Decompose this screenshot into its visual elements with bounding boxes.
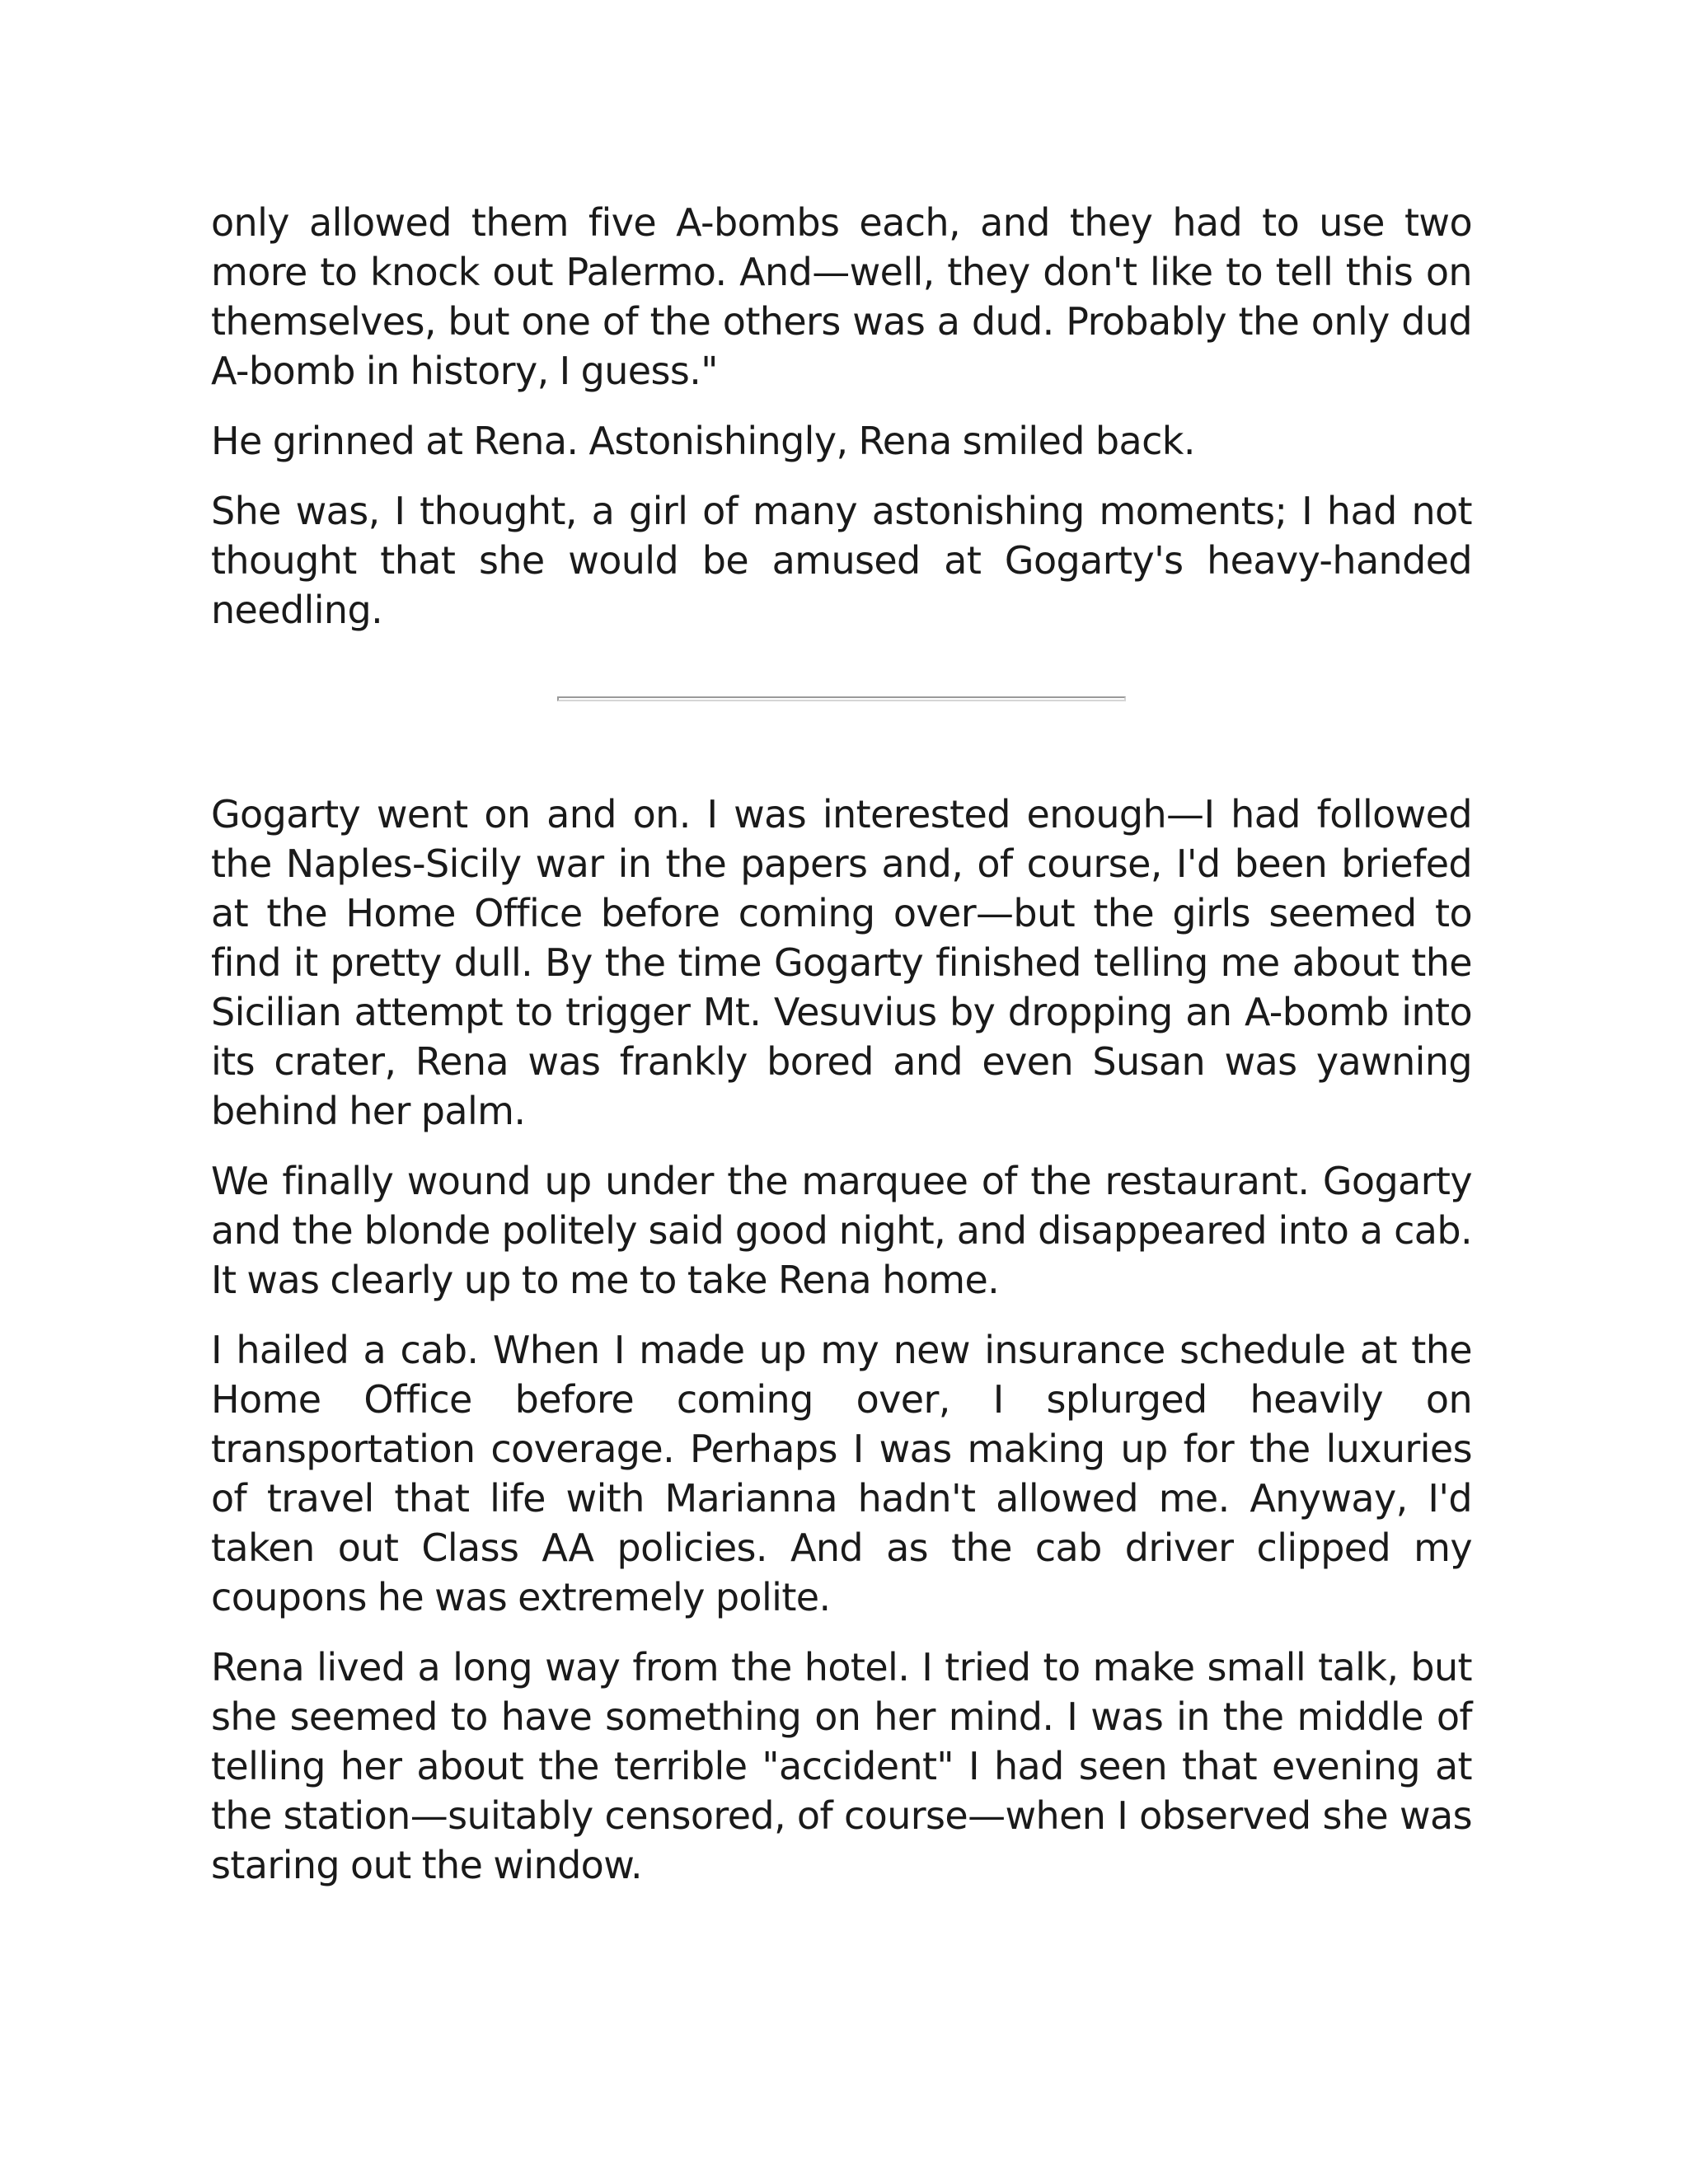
paragraph: I hailed a cab. When I made up my new insurance schedule at the Home Office before coming over, I splurged heavily on transportation coverage. Perhaps I was making up for the luxuries of travel that life with Marianna hadn't allowed me. Anyway, I'd taken out Class AA policies. And as the cab driver clipped my coupons he was extremely polite. bbox=[211, 1328, 1472, 1619]
paragraph: only allowed them five A-bombs each, and they had to use two more to knock out Palermo. And—well, they don't like to tell this on themselves, but one of the others was a dud. Probably the only dud A-bomb in history, I guess." bbox=[211, 200, 1472, 393]
section-break-rule bbox=[557, 696, 1126, 701]
paragraph: Rena lived a long way from the hotel. I tried to make small talk, but she seemed to have something on her mind. I was in the middle of telling her about the terrible "accident" I had seen that evening at the station—suitably censored, of course—when I observed she was staring out the window. bbox=[211, 1645, 1472, 1887]
paragraph: We finally wound up under the marquee of the restaurant. Gogarty and the blonde politely said good night, and disappeared into a cab. It was clearly up to me to take Rena home. bbox=[211, 1159, 1472, 1302]
paragraph: She was, I thought, a girl of many astonishing moments; I had not thought that she would be amused at Gogarty's heavy-handed needling. bbox=[211, 489, 1472, 632]
paragraph: He grinned at Rena. Astonishingly, Rena smiled back. bbox=[211, 419, 1195, 463]
document-page bbox=[211, 198, 1472, 1910]
paragraph: Gogarty went on and on. I was interested enough—I had followed the Naples-Sicily war in the papers and, of course, I'd been briefed at the Home Office before coming over—but the girls seemed to find it pretty dull. By the time Gogarty finished telling me about the Sicilian attempt to trigger Mt. Vesuvius by dropping an A-bomb into its crater, Rena was frankly bored and even Susan was yawning behind her palm. bbox=[211, 792, 1472, 1133]
